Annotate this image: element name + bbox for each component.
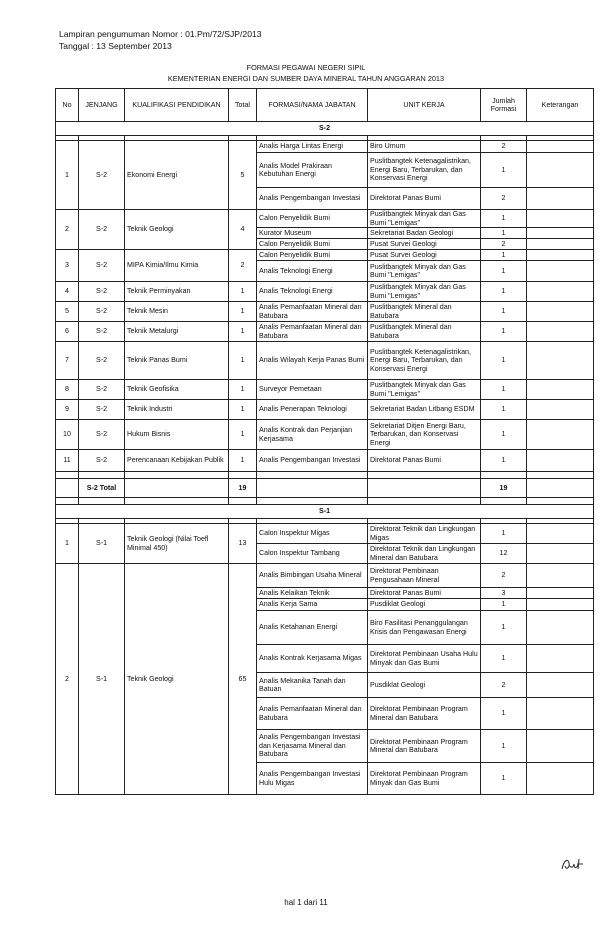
row-unit-kerja: Direktorat Panas Bumi <box>368 588 481 599</box>
row-formasi: Analis Pemanfaatan Mineral dan Batubara <box>257 322 368 342</box>
row-keterangan <box>527 282 594 302</box>
title-line-2: KEMENTERIAN ENERGI DAN SUMBER DAYA MINERAL TAHUN ANGGARAN 2013 <box>167 74 445 83</box>
row-keterangan <box>527 141 594 153</box>
row-keterangan <box>527 763 594 795</box>
row-unit-kerja: Direktorat Panas Bumi <box>368 188 481 210</box>
row-keterangan <box>527 730 594 763</box>
row-no: 3 <box>56 250 79 282</box>
row-jumlah: 1 <box>481 763 527 795</box>
row-jumlah: 1 <box>481 611 527 645</box>
row-formasi: Analis Penerapan Teknologi <box>257 400 368 420</box>
row-unit-kerja: Puslitbangtek Ketenagalistrikan, Energi Baru, Terbarukan, dan Konservasi Energi <box>368 153 481 188</box>
row-no: 9 <box>56 400 79 420</box>
signature-initials <box>560 856 586 877</box>
row-keterangan <box>527 188 594 210</box>
table-row <box>56 380 594 400</box>
table-row <box>56 400 594 420</box>
row-jenjang: S-2 <box>79 282 125 302</box>
row-jumlah: 1 <box>481 322 527 342</box>
row-unit-kerja: Puslitbangtek Mineral dan Batubara <box>368 302 481 322</box>
row-kualifikasi: Teknik Perminyakan <box>125 282 229 302</box>
spacer-cell <box>527 472 594 479</box>
row-jumlah: 1 <box>481 210 527 228</box>
row-no: 11 <box>56 450 79 472</box>
spacer-cell <box>229 498 257 505</box>
spacer-cell <box>56 498 79 505</box>
row-unit-kerja: Puslitbangtek Minyak dan Gas Bumi "Lemigas" <box>368 210 481 228</box>
row-no: 2 <box>56 564 79 795</box>
row-formasi: Analis Teknologi Energi <box>257 282 368 302</box>
row-keterangan <box>527 645 594 673</box>
row-jumlah: 2 <box>481 141 527 153</box>
row-formasi: Analis Bimbingan Usaha Mineral <box>257 564 368 588</box>
row-kualifikasi: Teknik Industri <box>125 400 229 420</box>
row-jumlah: 1 <box>481 250 527 261</box>
col-header-jumlah: Jumlah Formasi <box>481 89 527 122</box>
row-jumlah: 1 <box>481 645 527 673</box>
row-kualifikasi: MIPA Kimia/Ilmu Kimia <box>125 250 229 282</box>
spacer-cell <box>56 472 79 479</box>
row-formasi: Calon Penyelidik Bumi <box>257 210 368 228</box>
row-jenjang: S-1 <box>79 524 125 564</box>
row-kualifikasi: Teknik Geologi <box>125 564 229 795</box>
row-no: 7 <box>56 342 79 380</box>
row-unit-kerja: Pusat Survei Geologi <box>368 250 481 261</box>
spacer-cell <box>79 472 125 479</box>
row-keterangan <box>527 239 594 250</box>
total-blank <box>56 479 79 498</box>
row-formasi: Analis Pengembangan Investasi dan Kerjasama Mineral dan Batubara <box>257 730 368 763</box>
row-jenjang: S-2 <box>79 400 125 420</box>
row-keterangan <box>527 599 594 611</box>
col-header-keterangan: Keterangan <box>527 89 594 122</box>
row-unit-kerja: Direktorat Pembinaan Program Mineral dan Batubara <box>368 730 481 763</box>
table-row <box>56 342 594 380</box>
row-no: 1 <box>56 141 79 210</box>
row-formasi: Calon Inspektur Tambang <box>257 544 368 564</box>
row-unit-kerja: Puslitbangtek Minyak dan Gas Bumi "Lemigas" <box>368 282 481 302</box>
section-s2-row <box>56 122 594 136</box>
row-unit-kerja: Pusdiklat Geologi <box>368 673 481 698</box>
row-formasi: Analis Mekanika Tanah dan Batuan <box>257 673 368 698</box>
page-number: hal 1 dari 11 <box>284 898 328 907</box>
row-unit-kerja: Pusdiklat Geologi <box>368 599 481 611</box>
row-unit-kerja: Puslitbangtek Ketenagalistrikan, Energi Baru, Terbarukan, dan Konservasi Energi <box>368 342 481 380</box>
row-formasi: Analis Ketahanan Energi <box>257 611 368 645</box>
row-formasi: Surveyor Pemetaan <box>257 380 368 400</box>
row-jumlah: 1 <box>481 380 527 400</box>
row-keterangan <box>527 342 594 380</box>
s2-total-row <box>56 479 594 498</box>
s2-total-jumlah: 19 <box>481 479 527 498</box>
total-blank <box>368 479 481 498</box>
row-unit-kerja: Biro Fasilitasi Penanggulangan Krisis dan Pengawasan Energi <box>368 611 481 645</box>
total-blank <box>527 479 594 498</box>
col-header-no: No <box>56 89 79 122</box>
row-no: 6 <box>56 322 79 342</box>
row-formasi: Analis Pengembangan Investasi <box>257 188 368 210</box>
row-jenjang: S-1 <box>79 564 125 795</box>
row-kualifikasi: Teknik Mesin <box>125 302 229 322</box>
row-keterangan <box>527 380 594 400</box>
row-jenjang: S-2 <box>79 302 125 322</box>
spacer-cell <box>257 472 368 479</box>
col-header-unit: UNIT KERJA <box>368 89 481 122</box>
spacer-row <box>56 472 594 479</box>
row-keterangan <box>527 322 594 342</box>
col-header-total: Total <box>229 89 257 122</box>
row-keterangan <box>527 588 594 599</box>
row-formasi: Analis Pengembangan Investasi <box>257 450 368 472</box>
row-formasi: Analis Pemanfaatan Mineral dan Batubara <box>257 698 368 730</box>
row-keterangan <box>527 698 594 730</box>
row-keterangan <box>527 450 594 472</box>
row-jenjang: S-2 <box>79 141 125 210</box>
spacer-cell <box>481 498 527 505</box>
row-jumlah: 1 <box>481 400 527 420</box>
row-unit-kerja: Direktorat Pembinaan Pengusahaan Mineral <box>368 564 481 588</box>
row-keterangan <box>527 261 594 282</box>
s2-total-value: 19 <box>229 479 257 498</box>
row-jenjang: S-2 <box>79 450 125 472</box>
row-jumlah: 1 <box>481 730 527 763</box>
row-unit-kerja: Puslitbangtek Mineral dan Batubara <box>368 322 481 342</box>
row-jumlah: 12 <box>481 544 527 564</box>
spacer-cell <box>368 472 481 479</box>
row-formasi: Analis Kontrak dan Perjanjian Kerjasama <box>257 420 368 450</box>
table-row <box>56 420 594 450</box>
row-keterangan <box>527 228 594 239</box>
row-keterangan <box>527 611 594 645</box>
row-jenjang: S-2 <box>79 210 125 250</box>
row-formasi: Analis Harga Lintas Energi <box>257 141 368 153</box>
row-jumlah: 1 <box>481 153 527 188</box>
row-formasi: Analis Pemanfaatan Mineral dan Batubara <box>257 302 368 322</box>
table-row <box>56 282 594 302</box>
row-unit-kerja: Direktorat Panas Bumi <box>368 450 481 472</box>
total-blank <box>125 479 229 498</box>
row-keterangan <box>527 420 594 450</box>
row-total: 5 <box>229 141 257 210</box>
section-s2-label: S-2 <box>56 122 594 136</box>
row-jumlah: 1 <box>481 342 527 380</box>
row-keterangan <box>527 153 594 188</box>
lampiran-text: Lampiran pengumuman Nomor : 01.Pm/72/SJP/2013 <box>59 29 262 39</box>
col-header-formasi: FORMASI/NAMA JABATAN <box>257 89 368 122</box>
row-total: 65 <box>229 564 257 795</box>
row-kualifikasi: Teknik Geologi <box>125 210 229 250</box>
row-no: 5 <box>56 302 79 322</box>
table-header-row <box>56 89 594 122</box>
table-row <box>56 322 594 342</box>
row-jenjang: S-2 <box>79 420 125 450</box>
row-kualifikasi: Perencanaan Kebijakan Publik <box>125 450 229 472</box>
row-jumlah: 3 <box>481 588 527 599</box>
row-unit-kerja: Direktorat Teknik dan Lingkungan Mineral dan Batubara <box>368 544 481 564</box>
row-jenjang: S-2 <box>79 342 125 380</box>
row-total: 1 <box>229 302 257 322</box>
row-total: 1 <box>229 322 257 342</box>
table-row <box>56 450 594 472</box>
row-jumlah: 1 <box>481 228 527 239</box>
row-total: 2 <box>229 250 257 282</box>
row-total: 1 <box>229 380 257 400</box>
row-keterangan <box>527 544 594 564</box>
total-blank <box>257 479 368 498</box>
row-kualifikasi: Teknik Geofisika <box>125 380 229 400</box>
s2-total-label: S-2 Total <box>79 479 125 498</box>
row-no: 4 <box>56 282 79 302</box>
spacer-cell <box>368 498 481 505</box>
row-jenjang: S-2 <box>79 380 125 400</box>
spacer-cell <box>527 498 594 505</box>
row-jumlah: 1 <box>481 261 527 282</box>
row-total: 1 <box>229 420 257 450</box>
row-jumlah: 1 <box>481 282 527 302</box>
table-row <box>56 524 594 544</box>
row-formasi: Analis Kontrak Kerjasama Migas <box>257 645 368 673</box>
row-formasi: Analis Model Prakiraan Kebutuhan Energi <box>257 153 368 188</box>
row-total: 13 <box>229 524 257 564</box>
row-jumlah: 2 <box>481 239 527 250</box>
table-row <box>56 141 594 153</box>
row-no: 2 <box>56 210 79 250</box>
table-row <box>56 210 594 228</box>
tanggal-text: Tanggal : 13 September 2013 <box>59 41 172 51</box>
row-unit-kerja: Sekretariat Badan Geologi <box>368 228 481 239</box>
row-jumlah: 1 <box>481 698 527 730</box>
table-row <box>56 564 594 588</box>
row-jumlah: 1 <box>481 302 527 322</box>
row-total: 1 <box>229 282 257 302</box>
spacer-cell <box>481 472 527 479</box>
row-no: 10 <box>56 420 79 450</box>
section-s1-label: S-1 <box>56 505 594 519</box>
row-kualifikasi: Teknik Geologi (Nilai Toefl Minimal 450) <box>125 524 229 564</box>
spacer-row <box>56 498 594 505</box>
row-unit-kerja: Pusat Survei Geologi <box>368 239 481 250</box>
row-unit-kerja: Puslitbangtek Minyak dan Gas Bumi "Lemigas" <box>368 380 481 400</box>
row-formasi: Analis Kelaikan Teknik <box>257 588 368 599</box>
row-kualifikasi: Teknik Metalurgi <box>125 322 229 342</box>
row-unit-kerja: Direktorat Pembinaan Program Minyak dan Gas Bumi <box>368 763 481 795</box>
row-total: 4 <box>229 210 257 250</box>
row-unit-kerja: Puslitbangtek Minyak dan Gas Bumi "Lemigas" <box>368 261 481 282</box>
col-header-jenjang: JENJANG <box>79 89 125 122</box>
row-formasi: Analis Wilayah Kerja Panas Bumi <box>257 342 368 380</box>
row-unit-kerja: Direktorat Teknik dan Lingkungan Migas <box>368 524 481 544</box>
section-s1-row <box>56 505 594 519</box>
row-formasi: Calon Penyelidik Bumi <box>257 250 368 261</box>
row-formasi: Analis Teknologi Energi <box>257 261 368 282</box>
row-jumlah: 2 <box>481 673 527 698</box>
table-row <box>56 250 594 261</box>
row-unit-kerja: Direktorat Pembinaan Program Mineral dan Batubara <box>368 698 481 730</box>
row-formasi: Analis Pengembangan Investasi Hulu Migas <box>257 763 368 795</box>
row-formasi: Calon Penyelidik Bumi <box>257 239 368 250</box>
row-jumlah: 1 <box>481 599 527 611</box>
row-jumlah: 2 <box>481 564 527 588</box>
row-jumlah: 1 <box>481 450 527 472</box>
spacer-cell <box>79 498 125 505</box>
row-no: 8 <box>56 380 79 400</box>
row-unit-kerja: Direktorat Pembinaan Usaha Hulu Minyak dan Gas Bumi <box>368 645 481 673</box>
row-kualifikasi: Ekonomi Energi <box>125 141 229 210</box>
row-keterangan <box>527 564 594 588</box>
spacer-cell <box>257 498 368 505</box>
row-keterangan <box>527 250 594 261</box>
row-jumlah: 1 <box>481 524 527 544</box>
table-row <box>56 302 594 322</box>
spacer-cell <box>229 472 257 479</box>
row-total: 1 <box>229 400 257 420</box>
row-jumlah: 1 <box>481 420 527 450</box>
row-formasi: Calon Inspektur Migas <box>257 524 368 544</box>
title-line-1: FORMASI PEGAWAI NEGERI SIPIL <box>246 63 366 72</box>
row-jenjang: S-2 <box>79 322 125 342</box>
row-total: 1 <box>229 450 257 472</box>
row-formasi: Kurator Museum <box>257 228 368 239</box>
row-total: 1 <box>229 342 257 380</box>
row-keterangan <box>527 302 594 322</box>
formasi-table <box>55 88 594 795</box>
row-unit-kerja: Sekretariat Badan Litbang ESDM <box>368 400 481 420</box>
row-no: 1 <box>56 524 79 564</box>
row-kualifikasi: Hukum Bisnis <box>125 420 229 450</box>
spacer-cell <box>125 472 229 479</box>
row-keterangan <box>527 210 594 228</box>
row-formasi: Analis Kerja Sama <box>257 599 368 611</box>
row-unit-kerja: Biro Umum <box>368 141 481 153</box>
row-keterangan <box>527 400 594 420</box>
row-keterangan <box>527 673 594 698</box>
row-jumlah: 2 <box>481 188 527 210</box>
row-jenjang: S-2 <box>79 250 125 282</box>
row-kualifikasi: Teknik Panas Bumi <box>125 342 229 380</box>
spacer-cell <box>125 498 229 505</box>
row-unit-kerja: Sekretariat Ditjen Energi Baru, Terbarukan, dan Konservasi Energi <box>368 420 481 450</box>
col-header-kualifikasi: KUALIFIKASI PENDIDIKAN <box>125 89 229 122</box>
row-keterangan <box>527 524 594 544</box>
